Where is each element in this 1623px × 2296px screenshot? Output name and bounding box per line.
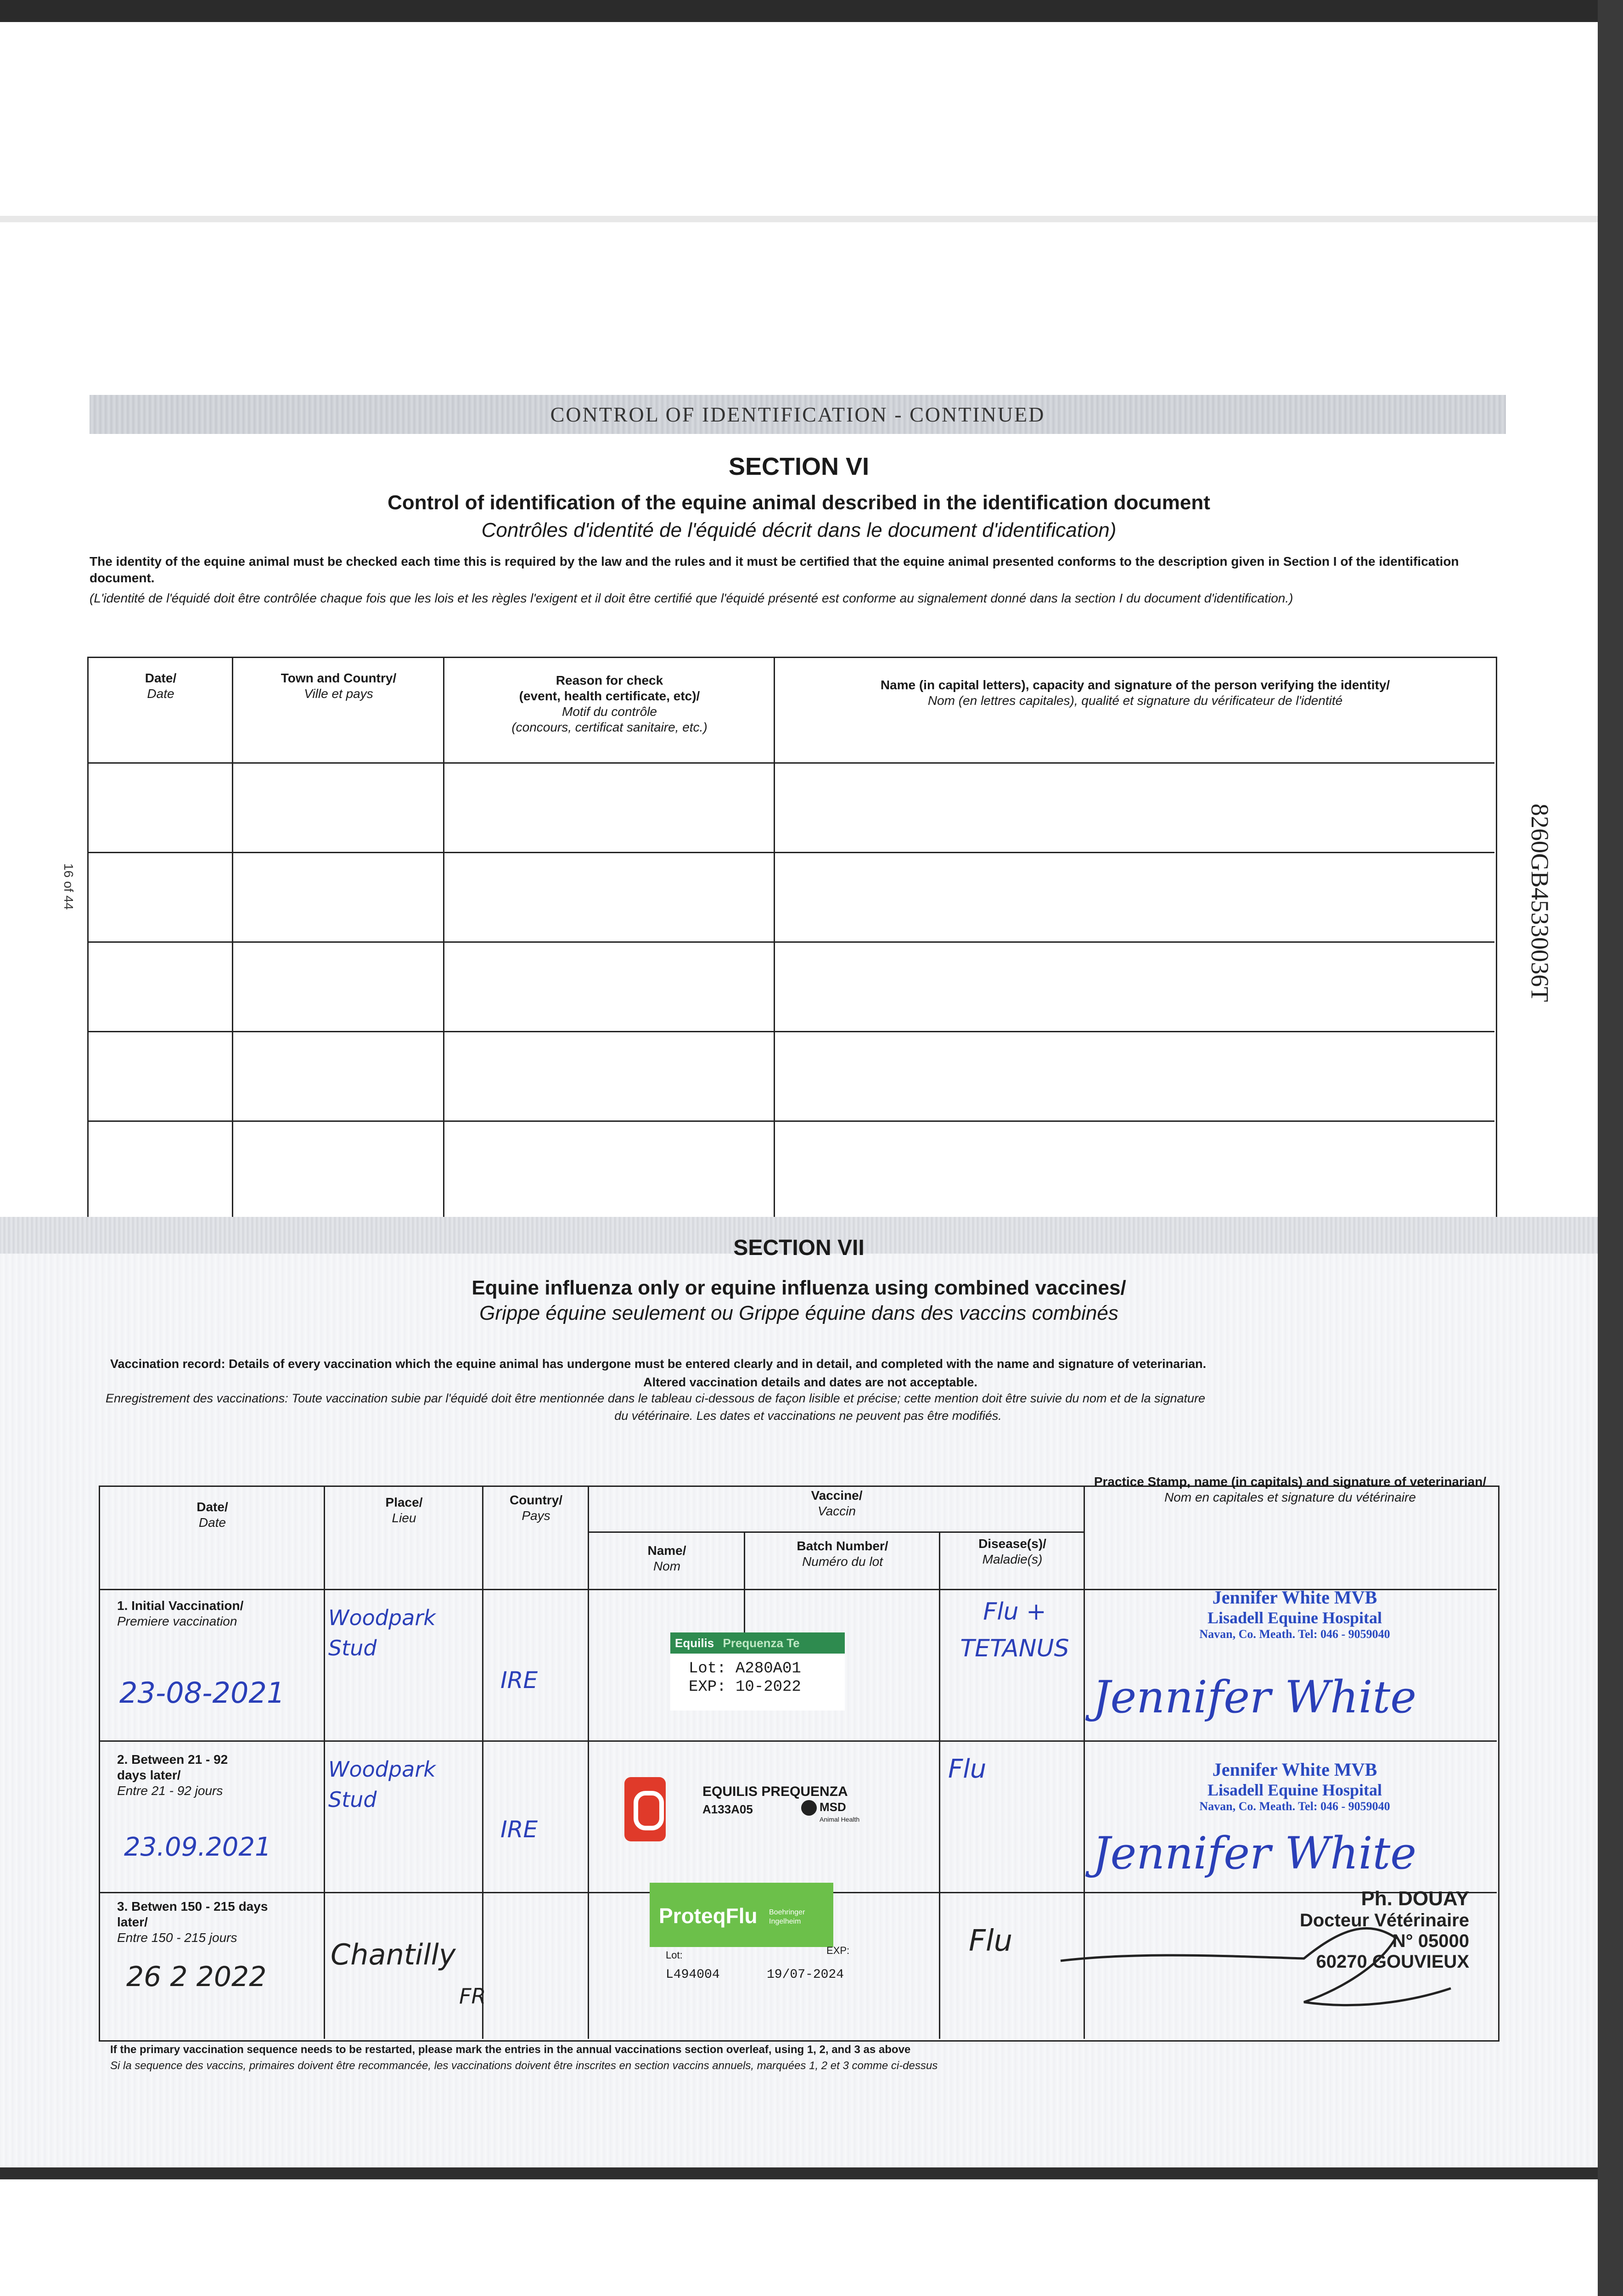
sticker-3-maker: Boehringer Ingelheim: [769, 1908, 805, 1925]
vaccine-sticker-1: [670, 1632, 845, 1711]
identity-check-table: [87, 657, 1497, 1229]
table-row-divider: [87, 941, 1494, 943]
sticker-2-lot: A133A05: [702, 1802, 753, 1816]
table-divider: [939, 1531, 940, 2039]
row2-place: Woodpark Stud: [328, 1757, 436, 1812]
page-number-upper: 16 of 44: [62, 863, 76, 910]
q-logo: [624, 1777, 666, 1841]
row3-label-fr: Entre 150 - 215 jours: [117, 1930, 237, 1945]
vhdr-vaccine: [590, 1488, 1084, 1519]
section6-title-fr: Contrôles d'identité de l'équidé décrit dans le document d'identification): [481, 519, 1117, 541]
stamp-3-number: N° 05000: [1392, 1931, 1469, 1951]
sticker-1-exp: EXP: 10-2022: [689, 1678, 801, 1696]
section6-intro: The identity of the equine animal must be checked each time this is required by the law and the rules and it must be certified that the equine animal presented conforms to the description given in Section I of the identification document.: [90, 554, 1459, 585]
row3-country: FR: [459, 1984, 486, 2009]
vhdr-place-fr: Lieu: [392, 1511, 416, 1525]
stamp-3-town: 60270 GOUVIEUX: [1316, 1952, 1469, 1972]
footnote-fr: Si la sequence des vaccins, primaires doivent être recommancée, les vaccinations doivent être inscrites en section vaccins annuels, marquées 1, 2 et 3 comme ci-dessus: [110, 2060, 938, 2072]
row3-disease: Flu: [969, 1924, 1013, 1958]
stamp-2: [1157, 1759, 1432, 1813]
vhdr-batch-en: Batch Number/: [797, 1539, 888, 1553]
sticker-2-maker: [801, 1800, 859, 1823]
sticker-1-brand: Equilis: [675, 1636, 714, 1650]
table-row-divider: [87, 852, 1494, 853]
col-verifier-fr: Nom (en lettres capitales), qualité et signature du vérificateur de l'identité: [927, 693, 1343, 708]
col-verifier-en: Name (in capital letters), capacity and signature of the person verifying the identity/: [880, 678, 1390, 692]
section7-intro-2: Altered vaccination details and dates are not acceptable.: [643, 1375, 977, 1389]
scan-top-edge: [0, 0, 1623, 22]
section-banner: [90, 395, 1506, 434]
vhdr-country-fr: Pays: [522, 1508, 550, 1523]
row2-country: IRE: [500, 1816, 538, 1843]
row1-place: Woodpark Stud: [328, 1605, 436, 1660]
vhdr-batch-fr: Numéro du lot: [802, 1554, 883, 1569]
section7-heading: SECTION VII: [733, 1236, 865, 1260]
vhdr-place-en: Place/: [385, 1495, 423, 1509]
row3-label-en: 3. Betwen 150 - 215 days later/: [117, 1899, 268, 1929]
col-reason-fr2: (concours, certificat sanitaire, etc.): [511, 720, 708, 734]
col-reason-fr: Motif du contrôle: [562, 704, 657, 719]
section7-intro-1: Vaccination record: Details of every vaccination which the equine animal has undergone must be entered clearly and in detail, and completed with the name and signature of veterinarian.: [110, 1357, 1207, 1371]
stamp-2-address: Navan, Co. Meath. Tel: 046 - 9059040: [1199, 1800, 1390, 1813]
row2-date: 23.09.2021: [124, 1832, 271, 1862]
sticker-3-lot-label: Lot:: [666, 1949, 683, 1961]
row2-label-fr: Entre 21 - 92 jours: [117, 1784, 223, 1798]
vhdr-stamp: [1088, 1474, 1492, 1505]
sticker-2-maker-sub: Animal Health: [820, 1816, 860, 1823]
col-town-fr: Ville et pays: [304, 687, 373, 701]
vhdr-date-en: Date/: [197, 1500, 228, 1514]
row2-label: [117, 1752, 255, 1799]
row1-date: 23-08-2021: [119, 1676, 285, 1710]
row2-label-en: 2. Between 21 - 92 days later/: [117, 1752, 228, 1782]
table-row-divider: [99, 1740, 1497, 1742]
col-town-en: Town and Country/: [281, 671, 397, 685]
sticker-3-product: ProteqFlu: [659, 1904, 758, 1928]
sticker-3-exp: 19/07-2024: [767, 1968, 844, 1982]
section6-title: Control of identification of the equine animal described in the identification document: [387, 491, 1210, 514]
section6-heading: SECTION VI: [728, 453, 870, 480]
vhdr-name: [590, 1543, 744, 1574]
col-header-reason: [445, 673, 774, 735]
section7-title: Equine influenza only or equine influenza using combined vaccines/: [472, 1277, 1126, 1299]
q-logo-icon: [634, 1791, 664, 1830]
stamp-1-name: Jennifer White MVB: [1212, 1587, 1377, 1608]
signature-2: Jennifer White: [1093, 1828, 1416, 1879]
section7-title-fr: Grippe équine seulement ou Grippe équine dans des vaccins combinés: [479, 1302, 1118, 1324]
row3-label: [117, 1899, 292, 1946]
signature-1: Jennifer White: [1093, 1671, 1416, 1723]
signature-3-stroke: [1061, 1928, 1451, 2005]
row1-label-fr: Premiere vaccination: [117, 1614, 237, 1628]
vhdr-country: [484, 1492, 588, 1524]
row1-label-en: 1. Initial Vaccination/: [117, 1598, 244, 1613]
section7-intro-fr-1: Enregistrement des vaccinations: Toute vaccination subie par l'équidé doit être mentionnée dans le tableau ci-dessous de façon lisible et précise; cette mention doit être suivie du nom et de la signature: [106, 1391, 1206, 1405]
sticker-2-product: EQUILIS PREQUENZA: [702, 1784, 848, 1799]
table-divider: [482, 1486, 483, 2039]
row3-place: Chantilly: [331, 1938, 456, 1971]
vhdr-disease: [941, 1536, 1084, 1567]
stamp-3-title: Docteur Vétérinaire: [1299, 1910, 1469, 1930]
banner-text: CONTROL OF IDENTIFICATION - CONTINUED: [550, 403, 1045, 426]
table-row-divider: [87, 1031, 1494, 1032]
stamp-1: [1157, 1587, 1432, 1641]
sticker-2-maker-label: MSD: [820, 1800, 846, 1814]
col-date-en: Date/: [145, 671, 177, 685]
vhdr-place: [326, 1495, 482, 1526]
table-divider: [588, 1486, 589, 2039]
sticker-3-lot: L494004: [666, 1968, 720, 1982]
vhdr-disease-fr: Maladie(s): [982, 1552, 1043, 1566]
table-row-divider: [588, 1531, 1084, 1533]
msd-logo-icon: [801, 1800, 817, 1816]
vhdr-vaccine-fr: Vaccin: [817, 1504, 856, 1518]
stamp-2-name: Jennifer White MVB: [1212, 1759, 1377, 1780]
table-row-divider: [87, 762, 1494, 764]
row3-date: 26 2 2022: [126, 1961, 267, 1993]
section7-intro-fr-2: du vétérinaire. Les dates et vaccinations ne peuvent pas être modifiés.: [614, 1409, 1002, 1423]
previous-page-edge: [0, 216, 1598, 222]
col-reason-en: Reason for check: [556, 673, 663, 687]
vhdr-country-en: Country/: [509, 1493, 563, 1507]
vhdr-stamp-en: Practice Stamp, name (in capitals) and signature of veterinarian/: [1094, 1474, 1487, 1489]
sticker-1-product: Prequenza Te: [723, 1636, 800, 1650]
row1-country: IRE: [500, 1667, 538, 1694]
footnote: If the primary vaccination sequence needs to be restarted, please mark the entries in the annual vaccinations section overleaf, using 1, 2, and 3 as above: [110, 2043, 911, 2056]
table-divider: [324, 1486, 325, 2039]
table-row-divider: [87, 1120, 1494, 1122]
sticker-1-lot: Lot: A280A01: [689, 1660, 801, 1677]
row2-disease: Flu: [948, 1754, 987, 1784]
signature-3-scrawl: [1047, 1901, 1460, 2020]
scan-bottom-edge: [0, 2167, 1598, 2296]
col-reason-en2: (event, health certificate, etc)/: [519, 689, 700, 703]
vaccine-sticker-3: [650, 1883, 833, 1947]
vhdr-vaccine-en: Vaccine/: [811, 1488, 863, 1503]
col-header-date: [90, 670, 232, 702]
sticker-3-exp-label: EXP:: [826, 1945, 850, 1956]
row1-disease: Flu + TETANUS: [960, 1598, 1069, 1662]
col-header-verifier: [778, 677, 1492, 709]
vhdr-date-fr: Date: [198, 1515, 226, 1530]
vhdr-name-en: Name/: [647, 1543, 686, 1558]
document-id-upper: 8260GB45330036T: [1526, 804, 1554, 1002]
vhdr-disease-en: Disease(s)/: [978, 1536, 1046, 1551]
vhdr-stamp-fr: Nom en capitales et signature du vétérinaire: [1164, 1490, 1416, 1504]
stamp-2-clinic: Lisadell Equine Hospital: [1207, 1781, 1382, 1799]
col-header-town: [234, 670, 443, 702]
row1-label: [117, 1598, 319, 1629]
sticker-1-header: [670, 1632, 845, 1654]
stamp-1-clinic: Lisadell Equine Hospital: [1207, 1609, 1382, 1627]
vhdr-date: [101, 1499, 324, 1531]
stamp-1-address: Navan, Co. Meath. Tel: 046 - 9059040: [1199, 1627, 1390, 1641]
scan-right-edge: [1598, 0, 1623, 2296]
section6-intro-fr: (L'identité de l'équidé doit être contrôlée chaque fois que les lois et les règles l'exigent et il doit être certifié que l'équidé présenté est conforme au signalement donné dans la section I du document d'identification.): [90, 591, 1293, 605]
col-date-fr: Date: [147, 687, 174, 701]
stamp-3-name: Ph. DOUAY: [1361, 1887, 1469, 1910]
vhdr-batch: [746, 1538, 939, 1570]
vhdr-name-fr: Nom: [653, 1559, 681, 1573]
